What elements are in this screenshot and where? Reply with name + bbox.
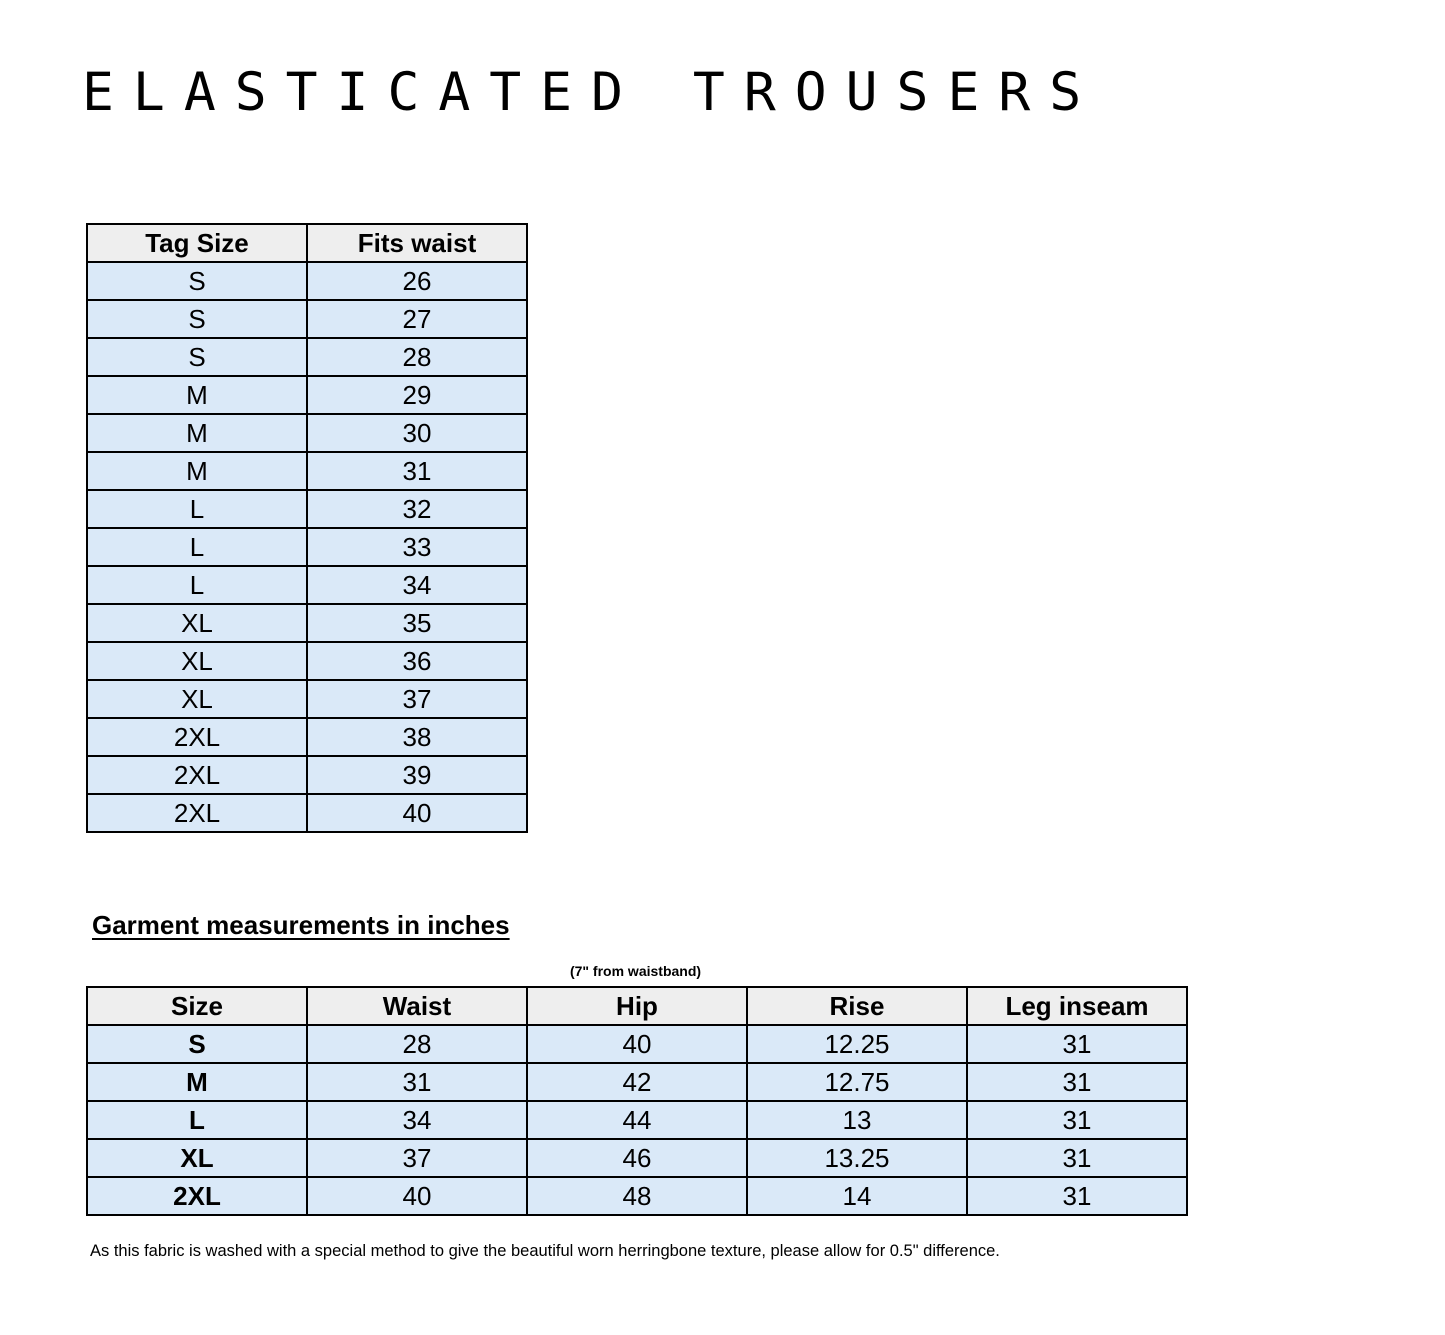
size-cell: S: [87, 338, 307, 376]
header-tag-size: Tag Size: [87, 224, 307, 262]
table-row: [87, 604, 527, 642]
table-row: [87, 1177, 1187, 1215]
value-cell: 40: [307, 794, 527, 832]
size-cell: L: [87, 1101, 307, 1139]
size-cell: M: [87, 414, 307, 452]
header-fits-waist: Fits waist: [307, 224, 527, 262]
table-row: [87, 262, 527, 300]
value-cell: 42: [527, 1063, 747, 1101]
value-cell: 36: [307, 642, 527, 680]
size-cell: S: [87, 300, 307, 338]
value-cell: 32: [307, 490, 527, 528]
value-cell: 31: [967, 1063, 1187, 1101]
size-cell: 2XL: [87, 794, 307, 832]
table-row: [87, 1139, 1187, 1177]
value-cell: 34: [307, 1101, 527, 1139]
header-size: Size: [87, 987, 307, 1025]
value-cell: 31: [967, 1101, 1187, 1139]
table-row: [87, 300, 527, 338]
header-waist: Waist: [307, 987, 527, 1025]
value-cell: 28: [307, 1025, 527, 1063]
value-cell: 34: [307, 566, 527, 604]
value-cell: 31: [967, 1177, 1187, 1215]
size-cell: M: [87, 376, 307, 414]
value-cell: 13: [747, 1101, 967, 1139]
size-cell: XL: [87, 680, 307, 718]
table-row: [87, 794, 527, 832]
value-cell: 40: [527, 1025, 747, 1063]
size-cell: 2XL: [87, 1177, 307, 1215]
value-cell: 31: [307, 452, 527, 490]
value-cell: 46: [527, 1139, 747, 1177]
table-row: [87, 376, 527, 414]
table-row: [87, 680, 527, 718]
value-cell: 29: [307, 376, 527, 414]
footnote: As this fabric is washed with a special method to give the beautiful worn herringbone texture, please allow for 0.5" difference.: [90, 1242, 1000, 1260]
measurements-heading: Garment measurements in inches: [92, 910, 510, 940]
header-hip: Hip: [527, 987, 747, 1025]
table-row: [87, 1101, 1187, 1139]
value-cell: 27: [307, 300, 527, 338]
value-cell: 31: [967, 1025, 1187, 1063]
table-row: [87, 414, 527, 452]
size-cell: S: [87, 262, 307, 300]
hip-note: (7" from waistband): [569, 963, 702, 979]
size-cell: XL: [87, 604, 307, 642]
size-cell: XL: [87, 642, 307, 680]
value-cell: 13.25: [747, 1139, 967, 1177]
value-cell: 39: [307, 756, 527, 794]
value-cell: 40: [307, 1177, 527, 1215]
value-cell: 44: [527, 1101, 747, 1139]
header-leg-inseam: Leg inseam: [967, 987, 1187, 1025]
size-cell: 2XL: [87, 718, 307, 756]
table-header-row: [87, 224, 527, 262]
value-cell: 33: [307, 528, 527, 566]
value-cell: 37: [307, 1139, 527, 1177]
size-cell: M: [87, 452, 307, 490]
table-header-row: [87, 987, 1187, 1025]
value-cell: 35: [307, 604, 527, 642]
value-cell: 26: [307, 262, 527, 300]
table-row: [87, 490, 527, 528]
size-cell: XL: [87, 1139, 307, 1177]
table-row: [87, 1063, 1187, 1101]
page-title: ELASTICATED TROUSERS: [82, 62, 1101, 123]
size-cell: L: [87, 490, 307, 528]
value-cell: 28: [307, 338, 527, 376]
value-cell: 12.75: [747, 1063, 967, 1101]
size-cell: M: [87, 1063, 307, 1101]
table-row: [87, 566, 527, 604]
value-cell: 12.25: [747, 1025, 967, 1063]
value-cell: 48: [527, 1177, 747, 1215]
size-cell: 2XL: [87, 756, 307, 794]
header-rise: Rise: [747, 987, 967, 1025]
value-cell: 37: [307, 680, 527, 718]
table-row: [87, 718, 527, 756]
table-row: [87, 756, 527, 794]
size-cell: L: [87, 528, 307, 566]
value-cell: 38: [307, 718, 527, 756]
value-cell: 14: [747, 1177, 967, 1215]
size-cell: L: [87, 566, 307, 604]
table-row: [87, 1025, 1187, 1063]
table-row: [87, 528, 527, 566]
value-cell: 30: [307, 414, 527, 452]
tag-size-table: [86, 223, 528, 833]
size-cell: S: [87, 1025, 307, 1063]
value-cell: 31: [967, 1139, 1187, 1177]
table-row: [87, 642, 527, 680]
table-row: [87, 452, 527, 490]
table-row: [87, 338, 527, 376]
value-cell: 31: [307, 1063, 527, 1101]
garment-measurements-table: [86, 986, 1188, 1216]
